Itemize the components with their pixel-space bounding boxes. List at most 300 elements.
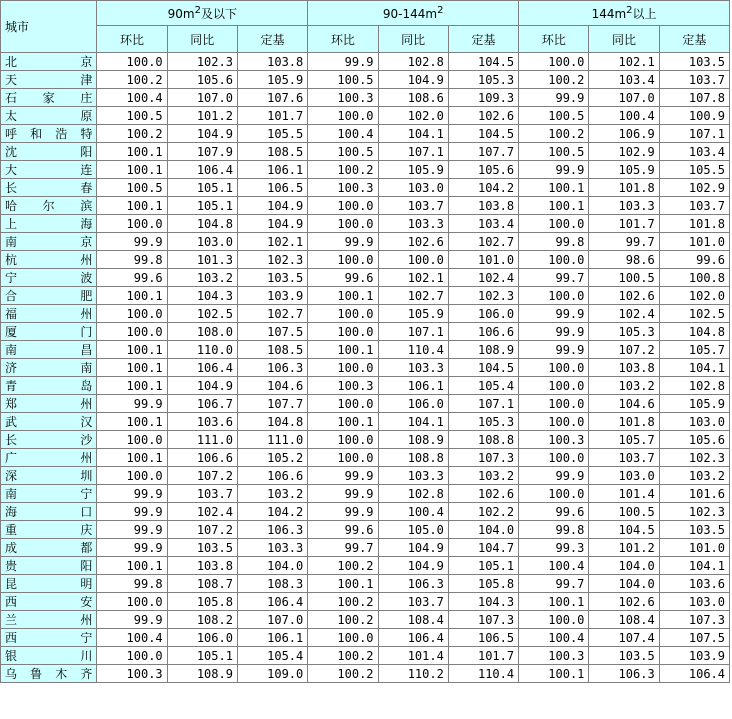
value-cell: 100.8 [659, 269, 729, 287]
value-cell: 102.4 [589, 305, 659, 323]
value-cell: 100.0 [308, 251, 378, 269]
value-cell: 110.2 [378, 665, 448, 683]
value-cell: 104.2 [237, 503, 307, 521]
value-cell: 99.6 [308, 521, 378, 539]
value-cell: 98.6 [589, 251, 659, 269]
value-cell: 102.3 [237, 251, 307, 269]
value-cell: 107.5 [237, 323, 307, 341]
value-cell: 100.2 [308, 161, 378, 179]
table-row [1, 413, 730, 431]
table-row [1, 233, 730, 251]
group-label-pre: 90-144m [382, 7, 438, 21]
value-cell: 99.9 [308, 503, 378, 521]
value-cell: 99.6 [308, 269, 378, 287]
value-cell: 100.0 [97, 647, 167, 665]
value-cell: 105.5 [659, 161, 729, 179]
value-cell: 99.8 [97, 251, 167, 269]
value-cell: 100.4 [519, 629, 589, 647]
value-cell: 100.0 [519, 251, 589, 269]
value-cell: 102.0 [659, 287, 729, 305]
value-cell: 102.7 [448, 233, 518, 251]
value-cell: 103.2 [448, 467, 518, 485]
value-cell: 99.9 [519, 467, 589, 485]
value-cell: 102.6 [589, 593, 659, 611]
value-cell: 100.0 [519, 215, 589, 233]
value-cell: 106.6 [448, 323, 518, 341]
value-cell: 104.6 [589, 395, 659, 413]
value-cell: 99.6 [97, 269, 167, 287]
value-cell: 100.0 [97, 431, 167, 449]
value-cell: 100.1 [97, 359, 167, 377]
value-cell: 100.1 [308, 287, 378, 305]
value-cell: 102.3 [659, 503, 729, 521]
city-cell: 呼和浩特 [1, 125, 97, 143]
value-cell: 102.6 [448, 485, 518, 503]
value-cell: 107.6 [237, 89, 307, 107]
value-cell: 107.0 [167, 89, 237, 107]
table-row [1, 107, 730, 125]
value-cell: 102.8 [378, 53, 448, 71]
value-cell: 99.9 [519, 89, 589, 107]
table-row [1, 323, 730, 341]
value-cell: 103.0 [659, 593, 729, 611]
value-cell: 102.1 [237, 233, 307, 251]
table-row [1, 539, 730, 557]
value-cell: 99.7 [519, 269, 589, 287]
value-cell: 100.0 [519, 611, 589, 629]
value-cell: 104.0 [589, 557, 659, 575]
value-cell: 103.5 [237, 269, 307, 287]
value-cell: 103.3 [237, 539, 307, 557]
group-header-row [1, 1, 730, 26]
value-cell: 104.0 [448, 521, 518, 539]
value-cell: 104.9 [378, 71, 448, 89]
value-cell: 105.1 [167, 197, 237, 215]
value-cell: 110.4 [378, 341, 448, 359]
value-cell: 102.4 [448, 269, 518, 287]
value-cell: 103.0 [659, 413, 729, 431]
value-cell: 105.3 [589, 323, 659, 341]
value-cell: 100.5 [97, 179, 167, 197]
value-cell: 102.3 [448, 287, 518, 305]
value-cell: 99.7 [519, 575, 589, 593]
table-row [1, 647, 730, 665]
value-cell: 101.8 [589, 413, 659, 431]
group-label-post: 以上 [632, 6, 657, 21]
value-cell: 100.1 [519, 665, 589, 683]
value-cell: 102.6 [589, 287, 659, 305]
value-cell: 104.5 [448, 53, 518, 71]
value-cell: 104.0 [589, 575, 659, 593]
city-cell: 兰州 [1, 611, 97, 629]
value-cell: 100.3 [308, 89, 378, 107]
city-cell: 宁波 [1, 269, 97, 287]
value-cell: 105.6 [167, 71, 237, 89]
table-row [1, 503, 730, 521]
value-cell: 101.7 [589, 215, 659, 233]
value-cell: 99.9 [519, 341, 589, 359]
value-cell: 104.0 [237, 557, 307, 575]
value-cell: 108.6 [378, 89, 448, 107]
value-cell: 103.8 [237, 53, 307, 71]
city-column-header: 城市 [1, 1, 97, 53]
value-cell: 100.5 [97, 107, 167, 125]
value-cell: 108.0 [167, 323, 237, 341]
subheader-yoy: 同比 [589, 26, 659, 53]
value-cell: 100.0 [308, 107, 378, 125]
value-cell: 100.0 [97, 215, 167, 233]
value-cell: 99.9 [308, 53, 378, 71]
value-cell: 100.0 [97, 305, 167, 323]
city-cell: 北京 [1, 53, 97, 71]
table-row [1, 593, 730, 611]
value-cell: 110.0 [167, 341, 237, 359]
value-cell: 103.5 [167, 539, 237, 557]
value-cell: 101.8 [659, 215, 729, 233]
value-cell: 103.4 [659, 143, 729, 161]
table-row [1, 485, 730, 503]
table-row [1, 287, 730, 305]
value-cell: 103.4 [589, 71, 659, 89]
value-cell: 100.0 [97, 593, 167, 611]
value-cell: 99.8 [97, 575, 167, 593]
value-cell: 105.8 [167, 593, 237, 611]
value-cell: 105.9 [589, 161, 659, 179]
value-cell: 101.0 [659, 539, 729, 557]
city-cell: 广州 [1, 449, 97, 467]
value-cell: 100.0 [97, 53, 167, 71]
city-cell: 福州 [1, 305, 97, 323]
value-cell: 100.1 [97, 377, 167, 395]
city-cell: 西宁 [1, 629, 97, 647]
table-row [1, 377, 730, 395]
value-cell: 105.1 [167, 647, 237, 665]
table-body [1, 53, 730, 683]
value-cell: 100.2 [308, 593, 378, 611]
value-cell: 103.7 [378, 197, 448, 215]
value-cell: 99.9 [97, 611, 167, 629]
value-cell: 106.1 [237, 629, 307, 647]
value-cell: 102.4 [167, 503, 237, 521]
city-cell: 太原 [1, 107, 97, 125]
value-cell: 102.8 [659, 377, 729, 395]
table-row [1, 143, 730, 161]
value-cell: 103.7 [167, 485, 237, 503]
subheader-yoy: 同比 [378, 26, 448, 53]
value-cell: 100.0 [519, 485, 589, 503]
value-cell: 100.1 [308, 341, 378, 359]
value-cell: 107.9 [167, 143, 237, 161]
value-cell: 108.9 [167, 665, 237, 683]
value-cell: 104.9 [378, 557, 448, 575]
value-cell: 103.3 [378, 215, 448, 233]
value-cell: 103.7 [659, 71, 729, 89]
value-cell: 108.4 [378, 611, 448, 629]
value-cell: 104.8 [237, 413, 307, 431]
value-cell: 99.9 [519, 323, 589, 341]
city-cell: 青岛 [1, 377, 97, 395]
value-cell: 100.1 [97, 557, 167, 575]
value-cell: 103.3 [589, 197, 659, 215]
value-cell: 103.3 [378, 467, 448, 485]
value-cell: 108.5 [237, 143, 307, 161]
table-row [1, 395, 730, 413]
value-cell: 100.0 [308, 431, 378, 449]
city-cell: 昆明 [1, 575, 97, 593]
value-cell: 100.5 [519, 107, 589, 125]
value-cell: 103.9 [659, 647, 729, 665]
value-cell: 104.1 [378, 413, 448, 431]
group-label-sup: 2 [626, 4, 633, 16]
value-cell: 100.1 [519, 593, 589, 611]
value-cell: 105.6 [448, 161, 518, 179]
value-cell: 104.6 [237, 377, 307, 395]
table-row [1, 449, 730, 467]
value-cell: 100.0 [308, 359, 378, 377]
value-cell: 102.3 [659, 449, 729, 467]
value-cell: 102.0 [378, 107, 448, 125]
value-cell: 101.0 [659, 233, 729, 251]
value-cell: 100.0 [308, 197, 378, 215]
value-cell: 101.3 [167, 251, 237, 269]
value-cell: 106.4 [659, 665, 729, 683]
city-cell: 长春 [1, 179, 97, 197]
value-cell: 101.4 [378, 647, 448, 665]
value-cell: 103.5 [659, 53, 729, 71]
value-cell: 106.3 [237, 359, 307, 377]
value-cell: 100.0 [308, 323, 378, 341]
value-cell: 104.9 [167, 377, 237, 395]
value-cell: 102.3 [167, 53, 237, 71]
value-cell: 102.7 [378, 287, 448, 305]
value-cell: 104.9 [167, 125, 237, 143]
value-cell: 100.5 [519, 143, 589, 161]
table-row [1, 431, 730, 449]
value-cell: 99.8 [519, 521, 589, 539]
city-cell: 海口 [1, 503, 97, 521]
city-cell: 南宁 [1, 485, 97, 503]
city-cell: 乌鲁木齐 [1, 665, 97, 683]
city-cell: 深圳 [1, 467, 97, 485]
value-cell: 99.9 [97, 395, 167, 413]
value-cell: 105.8 [448, 575, 518, 593]
group-label-sup: 2 [437, 5, 444, 16]
value-cell: 103.2 [237, 485, 307, 503]
subheader-base: 定基 [237, 26, 307, 53]
value-cell: 106.6 [167, 449, 237, 467]
value-cell: 100.0 [519, 359, 589, 377]
value-cell: 105.4 [237, 647, 307, 665]
value-cell: 105.9 [237, 71, 307, 89]
group-header-medium [308, 1, 519, 26]
value-cell: 104.2 [448, 179, 518, 197]
value-cell: 103.0 [378, 179, 448, 197]
value-cell: 99.9 [519, 305, 589, 323]
value-cell: 100.1 [97, 341, 167, 359]
value-cell: 104.8 [167, 215, 237, 233]
value-cell: 100.0 [519, 287, 589, 305]
value-cell: 105.3 [448, 413, 518, 431]
city-cell: 上海 [1, 215, 97, 233]
value-cell: 106.4 [237, 593, 307, 611]
group-label-pre: 144m [591, 6, 627, 21]
table-row [1, 161, 730, 179]
value-cell: 102.1 [378, 269, 448, 287]
value-cell: 100.0 [308, 629, 378, 647]
value-cell: 103.2 [589, 377, 659, 395]
city-cell: 济南 [1, 359, 97, 377]
group-header-large [519, 1, 730, 26]
value-cell: 100.2 [519, 125, 589, 143]
value-cell: 108.9 [378, 431, 448, 449]
value-cell: 106.5 [237, 179, 307, 197]
value-cell: 103.8 [167, 557, 237, 575]
value-cell: 104.3 [167, 287, 237, 305]
value-cell: 103.3 [378, 359, 448, 377]
city-cell: 南昌 [1, 341, 97, 359]
value-cell: 105.7 [589, 431, 659, 449]
table-row [1, 467, 730, 485]
value-cell: 100.2 [97, 71, 167, 89]
value-cell: 100.3 [97, 665, 167, 683]
value-cell: 99.9 [308, 467, 378, 485]
value-cell: 100.5 [589, 503, 659, 521]
value-cell: 106.7 [167, 395, 237, 413]
value-cell: 99.9 [97, 539, 167, 557]
value-cell: 100.1 [97, 287, 167, 305]
value-cell: 107.8 [659, 89, 729, 107]
value-cell: 107.3 [659, 611, 729, 629]
value-cell: 100.1 [97, 197, 167, 215]
value-cell: 101.2 [589, 539, 659, 557]
value-cell: 100.0 [308, 449, 378, 467]
value-cell: 106.4 [167, 161, 237, 179]
group-header-small [97, 1, 308, 26]
value-cell: 108.7 [167, 575, 237, 593]
value-cell: 100.0 [519, 395, 589, 413]
city-cell: 武汉 [1, 413, 97, 431]
value-cell: 100.4 [308, 125, 378, 143]
value-cell: 105.9 [378, 161, 448, 179]
value-cell: 99.3 [519, 539, 589, 557]
value-cell: 106.0 [167, 629, 237, 647]
value-cell: 100.0 [519, 413, 589, 431]
value-cell: 105.4 [448, 377, 518, 395]
value-cell: 102.9 [589, 143, 659, 161]
city-cell: 贵阳 [1, 557, 97, 575]
value-cell: 102.5 [659, 305, 729, 323]
value-cell: 108.5 [237, 341, 307, 359]
value-cell: 107.7 [448, 143, 518, 161]
value-cell: 104.9 [378, 539, 448, 557]
value-cell: 104.1 [659, 359, 729, 377]
table-row [1, 665, 730, 683]
table-row [1, 359, 730, 377]
value-cell: 102.1 [589, 53, 659, 71]
table-row [1, 89, 730, 107]
value-cell: 107.1 [659, 125, 729, 143]
value-cell: 105.9 [659, 395, 729, 413]
value-cell: 105.2 [237, 449, 307, 467]
value-cell: 102.2 [448, 503, 518, 521]
city-cell: 沈阳 [1, 143, 97, 161]
city-cell: 哈尔滨 [1, 197, 97, 215]
value-cell: 103.6 [167, 413, 237, 431]
value-cell: 100.4 [589, 107, 659, 125]
value-cell: 100.2 [308, 647, 378, 665]
value-cell: 106.5 [448, 629, 518, 647]
table-row [1, 269, 730, 287]
subheader-mom: 环比 [519, 26, 589, 53]
value-cell: 107.3 [448, 449, 518, 467]
table-row [1, 557, 730, 575]
value-cell: 100.0 [519, 377, 589, 395]
city-cell: 合肥 [1, 287, 97, 305]
value-cell: 107.2 [589, 341, 659, 359]
value-cell: 100.0 [97, 323, 167, 341]
value-cell: 104.9 [237, 197, 307, 215]
value-cell: 105.1 [167, 179, 237, 197]
city-cell: 杭州 [1, 251, 97, 269]
value-cell: 103.2 [167, 269, 237, 287]
value-cell: 107.1 [378, 143, 448, 161]
city-cell: 天津 [1, 71, 97, 89]
value-cell: 105.9 [378, 305, 448, 323]
value-cell: 100.3 [519, 647, 589, 665]
city-cell: 厦门 [1, 323, 97, 341]
value-cell: 106.9 [589, 125, 659, 143]
value-cell: 104.5 [448, 359, 518, 377]
city-cell: 石家庄 [1, 89, 97, 107]
value-cell: 110.4 [448, 665, 518, 683]
value-cell: 100.3 [519, 431, 589, 449]
table-row [1, 629, 730, 647]
subheader-base: 定基 [659, 26, 729, 53]
value-cell: 100.3 [308, 377, 378, 395]
value-cell: 100.1 [97, 143, 167, 161]
value-cell: 100.2 [97, 125, 167, 143]
value-cell: 100.1 [97, 413, 167, 431]
value-cell: 106.0 [378, 395, 448, 413]
group-label-sup: 2 [194, 4, 201, 16]
value-cell: 99.7 [589, 233, 659, 251]
value-cell: 107.5 [659, 629, 729, 647]
value-cell: 108.3 [237, 575, 307, 593]
value-cell: 102.5 [167, 305, 237, 323]
value-cell: 103.7 [659, 197, 729, 215]
value-cell: 100.2 [308, 611, 378, 629]
value-cell: 100.9 [659, 107, 729, 125]
city-cell: 重庆 [1, 521, 97, 539]
value-cell: 107.0 [237, 611, 307, 629]
subheader-base: 定基 [448, 26, 518, 53]
table-row [1, 305, 730, 323]
value-cell: 100.1 [519, 179, 589, 197]
value-cell: 105.0 [378, 521, 448, 539]
table-row [1, 341, 730, 359]
value-cell: 101.7 [237, 107, 307, 125]
value-cell: 99.9 [97, 233, 167, 251]
value-cell: 107.2 [167, 467, 237, 485]
value-cell: 108.8 [378, 449, 448, 467]
value-cell: 100.4 [378, 503, 448, 521]
value-cell: 103.4 [448, 215, 518, 233]
value-cell: 104.5 [448, 125, 518, 143]
value-cell: 100.4 [97, 629, 167, 647]
value-cell: 108.2 [167, 611, 237, 629]
value-cell: 103.5 [659, 521, 729, 539]
value-cell: 100.0 [308, 305, 378, 323]
